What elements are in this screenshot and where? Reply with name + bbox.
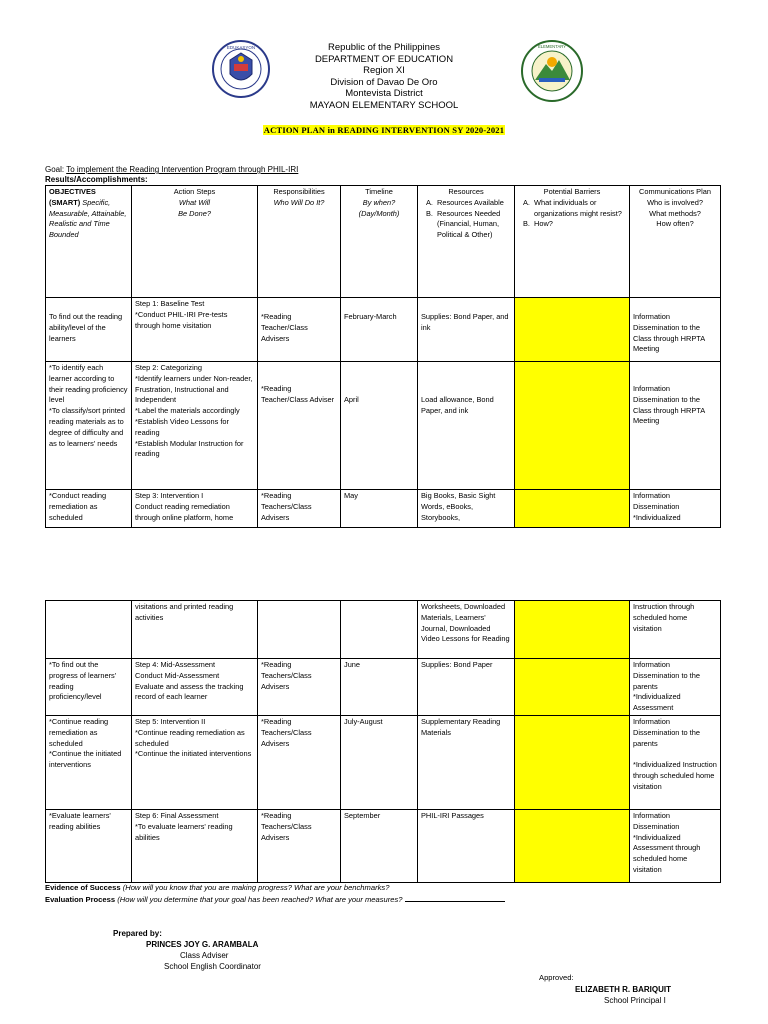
objective-cell: *To find out the progress of learners' reading proficiency/level xyxy=(46,659,132,716)
evaluation-text: (How will you determine that your goal has been reached? What are your measures? xyxy=(117,895,403,904)
resources-cell: Supplementary Reading Materials xyxy=(418,716,515,810)
preparer-role: Class Adviser xyxy=(180,951,229,960)
resources-cell: Big Books, Basic Sight Words, eBooks, Storybooks, xyxy=(418,490,515,528)
evaluation-label: Evaluation Process xyxy=(45,895,116,904)
barriers-cell xyxy=(515,362,630,490)
evidence-line xyxy=(45,883,389,892)
col-communications-header: Communications Plan Who is involved? What methods? How often? xyxy=(630,186,721,298)
objective-cell: *To identify each learner according to their reading proficiency level *To classify/sort printed reading materials as to degree of difficulty and as to learners' needs xyxy=(46,362,132,490)
action-step-cell: Step 2: Categorizing *Identify learners under Non-reader, Frustration, Instructional and Independent *Label the materials accordingly *Establish Video Lessons for reading *Establish Modular Instruction for reading xyxy=(132,362,258,490)
evaluation-blank-line xyxy=(405,894,505,902)
objective-cell: *Evaluate learners' reading abilities xyxy=(46,810,132,883)
letterhead xyxy=(0,42,768,111)
resources-cell: Supplies: Bond Paper, and ink xyxy=(418,298,515,362)
action-step-cell: Step 3: Intervention I Conduct reading remediation through online platform, home xyxy=(132,490,258,528)
resources-cell: Load allowance, Bond Paper, and ink xyxy=(418,362,515,490)
col-timeline-header: Timeline By when? (Day/Month) xyxy=(341,186,418,298)
col-objectives-header: OBJECTIVES (SMART) Specific, Measurable, Attainable, Realistic and Time Bounded xyxy=(46,186,132,298)
letterhead-line: MAYAON ELEMENTARY SCHOOL xyxy=(309,99,459,111)
responsibility-cell: *Reading Teachers/Class Advisers xyxy=(258,490,341,528)
evidence-label: Evidence of Success xyxy=(45,883,121,892)
letterhead-line: Montevista District xyxy=(345,88,423,99)
table-header-row xyxy=(46,186,721,298)
action-step-cell: Step 4: Mid-Assessment Conduct Mid-Assessment Evaluate and assess the tracking record of each learner xyxy=(132,659,258,716)
table-row xyxy=(46,716,721,810)
responsibility-cell: *Reading Teachers/Class Advisers xyxy=(258,659,341,716)
responsibility-cell xyxy=(258,601,341,659)
letterhead-line: Republic of the Philippines xyxy=(328,42,440,53)
timeline-cell xyxy=(341,601,418,659)
action-step-cell: Step 1: Baseline Test *Conduct PHIL-IRI Pre-tests through home visitation xyxy=(132,298,258,362)
objective-cell: To find out the reading ability/level of the learners xyxy=(46,298,132,362)
preparer-name: PRINCES JOY G. ARAMBALA xyxy=(146,940,259,949)
responsibility-cell: *Reading Teachers/Class Advisers xyxy=(258,810,341,883)
communication-cell: Information Dissemination to the Class through HRPTA Meeting xyxy=(630,362,721,490)
action-step-cell: Step 5: Intervention II *Continue reading remediation as scheduled *Continue the initiated interventions xyxy=(132,716,258,810)
letterhead-line: Division of Davao De Oro xyxy=(330,76,438,88)
resources-cell: Worksheets, Downloaded Materials, Learners' Journal, Downloaded Video Lessons for Reading xyxy=(418,601,515,659)
timeline-cell: February-March xyxy=(341,298,418,362)
goal-line xyxy=(45,165,298,174)
table-row xyxy=(46,659,721,716)
preparer-role-2: School English Coordinator xyxy=(164,962,261,971)
evidence-text: (How will you know that you are making progress? What are your benchmarks? xyxy=(122,883,390,892)
letterhead-line: Region XI xyxy=(363,65,405,76)
resources-cell: Supplies: Bond Paper xyxy=(418,659,515,716)
responsibility-cell: *Reading Teacher/Class Advisers xyxy=(258,298,341,362)
goal-label: Goal: xyxy=(45,165,65,174)
action-step-cell: visitations and printed reading activities xyxy=(132,601,258,659)
barriers-cell xyxy=(515,601,630,659)
communication-cell: Instruction through scheduled home visitation xyxy=(630,601,721,659)
communication-cell: Information Dissemination to the Class through HRPTA Meeting xyxy=(630,298,721,362)
barriers-cell xyxy=(515,716,630,810)
objective-cell xyxy=(46,601,132,659)
barriers-cell xyxy=(515,810,630,883)
timeline-cell: July-August xyxy=(341,716,418,810)
barriers-cell xyxy=(515,659,630,716)
letterhead-line: DEPARTMENT OF EDUCATION xyxy=(314,53,454,65)
col-action-steps-header: Action Steps What Will Be Done? xyxy=(132,186,258,298)
approver-name: ELIZABETH R. BARIQUIT xyxy=(575,985,671,994)
col-barriers-header: Potential Barriers A. What individuals or organizations might resist? B. How? xyxy=(515,186,630,298)
communication-cell: Information Dissemination *Individualized Assessment through scheduled home visitation xyxy=(630,810,721,883)
table-row xyxy=(46,601,721,659)
timeline-cell: April xyxy=(341,362,418,490)
prepared-label: Prepared by: xyxy=(113,929,162,938)
col-resources-header: Resources A. Resources Available B. Resources Needed (Financial, Human, Political & Other) xyxy=(418,186,515,298)
objective-cell: *Conduct reading remediation as scheduled xyxy=(46,490,132,528)
action-step-cell: Step 6: Final Assessment *To evaluate learners' reading abilities xyxy=(132,810,258,883)
document-title: ACTION PLAN in READING INTERVENTION SY 2020-2021 xyxy=(263,125,505,135)
table-row xyxy=(46,490,721,528)
results-label: Results/Accomplishments: xyxy=(45,175,148,184)
timeline-cell: May xyxy=(341,490,418,528)
table-row xyxy=(46,810,721,883)
svg-text:ELEMENTARY: ELEMENTARY xyxy=(537,44,567,49)
table-row xyxy=(46,298,721,362)
barriers-cell xyxy=(515,490,630,528)
resources-cell: PHIL-IRI Passages xyxy=(418,810,515,883)
approved-label: Approved: xyxy=(539,973,574,982)
communication-cell: Information Dissemination to the parents *Individualized Assessment xyxy=(630,659,721,716)
goal-text: To implement the Reading Intervention Program through PHIL-IRI xyxy=(66,165,299,174)
timeline-cell: September xyxy=(341,810,418,883)
communication-cell: Information Dissemination *Individualized xyxy=(630,490,721,528)
table-row xyxy=(46,362,721,490)
action-plan-table-page2 xyxy=(45,600,721,883)
objective-cell: *Continue reading remediation as scheduled *Continue the initiated interventions xyxy=(46,716,132,810)
communication-cell: Information Dissemination to the parents *Individualized Instruction through scheduled home visitation xyxy=(630,716,721,810)
evaluation-line xyxy=(45,894,505,904)
action-plan-table-page1 xyxy=(45,185,721,528)
approver-role: School Principal I xyxy=(604,996,666,1005)
responsibility-cell: *Reading Teacher/Class Adviser xyxy=(258,362,341,490)
svg-text:EDUKASYON: EDUKASYON xyxy=(226,45,256,50)
responsibility-cell: *Reading Teachers/Class Advisers xyxy=(258,716,341,810)
col-responsibilities-header: Responsibilities Who Will Do It? xyxy=(258,186,341,298)
barriers-cell xyxy=(515,298,630,362)
timeline-cell: June xyxy=(341,659,418,716)
